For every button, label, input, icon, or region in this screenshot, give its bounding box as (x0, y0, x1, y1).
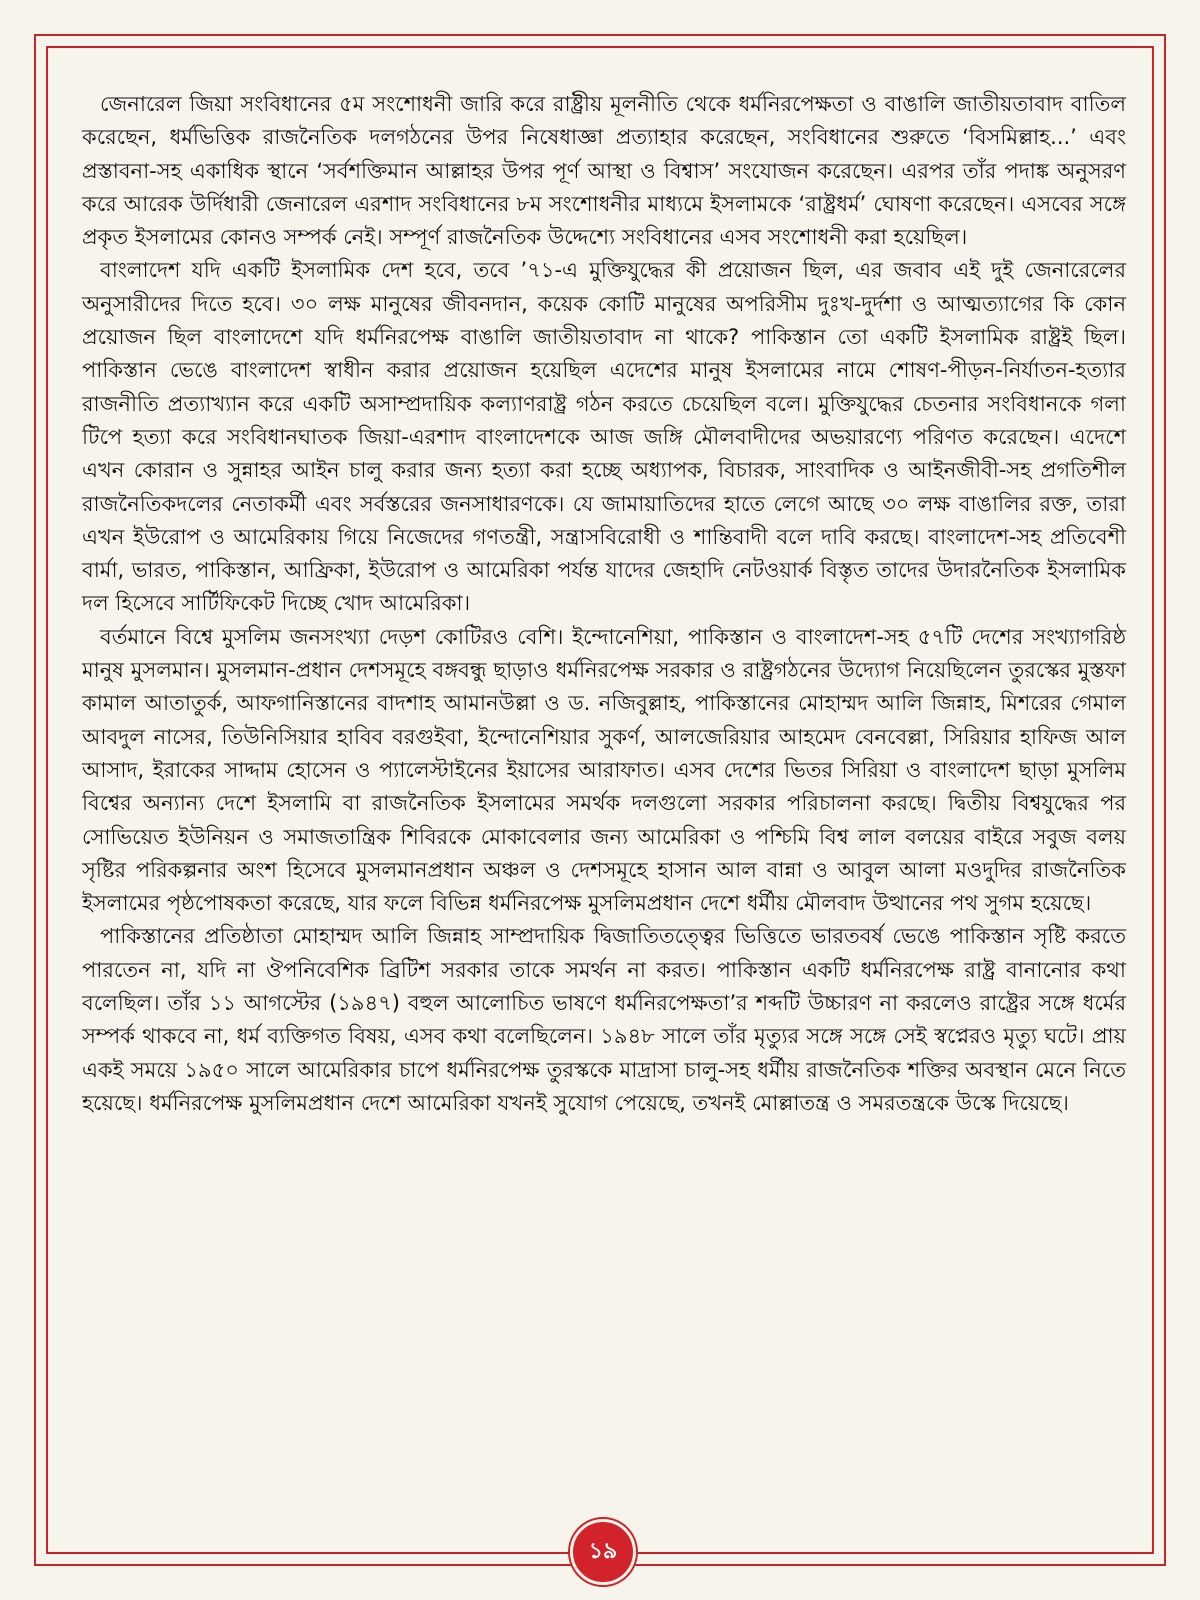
paragraph-4: পাকিস্তানের প্রতিষ্ঠাতা মোহাম্মদ আলি জিন্নাহ সাম্প্রদায়িক দ্বিজাতিতত্ত্বের ভিত্তিতে ভারতবর্ষ ভেঙে পাকিস্তান সৃষ্টি করতে পারতেন না, যদি না ঔপনিবেশিক ব্রিটিশ সরকার তাকে সমর্থন না করত। পাকিস্তান একটি ধর্মনিরপেক্ষ রাষ্ট্র বানানোর কথা বলেছিল। তাঁর ১১ আগস্টের (১৯৪৭) বহুল আলোচিত ভাষণে ধর্মনিরপেক্ষতা’র শব্দটি উচ্চারণ না করলেও রাষ্ট্রের সঙ্গে ধর্মের সম্পর্ক থাকবে না, ধর্ম ব্যক্তিগত বিষয়, এসব কথা বলেছিলেন। ১৯৪৮ সালে তাঁর মৃত্যুর সঙ্গে সঙ্গে সেই স্বপ্নেরও মৃত্যু ঘটে। প্রায় একই সময়ে ১৯৫০ সালে আমেরিকার চাপে ধর্মনিরপেক্ষ তুরস্ককে মাদ্রাসা চালু-সহ ধর্মীয় রাজনৈতিক শক্তির অবস্থান মেনে নিতে হয়েছে। ধর্মনিরপেক্ষ মুসলিমপ্রধান দেশে আমেরিকা যখনই সুযোগ পেয়েছে, তখনই মোল্লাতন্ত্র ও সমরতন্ত্রকে উস্কে দিয়েছে। (82, 924, 1126, 1115)
page-number: ১৯ (588, 1538, 618, 1564)
paragraph-3: বর্তমানে বিশ্বে মুসলিম জনসংখ্যা দেড়শ কোটিরও বেশি। ইন্দোনেশিয়া, পাকিস্তান ও বাংলাদেশ-সহ ৫৭টি দেশের সংখ্যাগরিষ্ঠ মানুষ মুসলমান। মুসলমান-প্রধান দেশসমূহে বঙ্গবন্ধু ছাড়াও ধর্মনিরপেক্ষ সরকার ও রাষ্ট্রগঠনের উদ্যোগ নিয়েছিলেন তুরস্কের মুস্তফা কামাল আতাতুর্ক, আফগানিস্তানের বাদশাহ আমানউল্লা ও ড. নজিবুল্লাহ, পাকিস্তানের মোহাম্মদ আলি জিন্নাহ, মিশরের গেমাল আবদুল নাসের, তিউনিসিয়ার হাবিব বরগুইবা, ইন্দোনেশিয়ার সুকর্ণ, আলজেরিয়ার আহমেদ বেনবেল্লা, সিরিয়ার হাফিজ আল আসাদ, ইরাকের সাদ্দাম হোসেন ও প্যালেস্টাইনের ইয়াসের আরাফাত। এসব দেশের ভিতর সিরিয়া ও বাংলাদেশ ছাড়া মুসলিম বিশ্বের অন্যান্য দেশে ইসলামি বা রাজনৈতিক ইসলামের সমর্থক দলগুলো সরকার পরিচালনা করছে। দ্বিতীয় বিশ্বযুদ্ধের পর সোভিয়েত ইউনিয়ন ও সমাজতান্ত্রিক শিবিরকে মোকাবেলার জন্য আমেরিকা ও পশ্চিমি বিশ্ব লাল বলয়ের বাইরে সবুজ বলয় সৃষ্টির পরিকল্পনার অংশ হিসেবে মুসলমানপ্রধান অঞ্চল ও দেশসমূহে হাসান আল বান্না ও আবুল আলা মওদুদির রাজনৈতিক ইসলামের পৃষ্ঠপোষকতা করেছে, যার ফলে বিভিন্ন ধর্মনিরপেক্ষ মুসলিমপ্রধান দেশে ধর্মীয় মৌলবাদ উত্থানের পথ সুগম হয়েছে। (82, 624, 1126, 916)
body-text (82, 88, 1126, 1120)
paragraph-1: জেনারেল জিয়া সংবিধানের ৫ম সংশোধনী জারি করে রাষ্ট্রীয় মূলনীতি থেকে ধর্মনিরপেক্ষতা ও বাঙালি জাতীয়তাবাদ বাতিল করেছেন, ধর্মভিত্তিক রাজনৈতিক দলগঠনের উপর নিষেধাজ্ঞা প্রত্যাহার করেছেন, সংবিধানের শুরুতে ‘বিসমিল্লাহ...’ এবং প্রস্তাবনা-সহ একাধিক স্থানে ‘সর্বশক্তিমান আল্লাহর উপর পূর্ণ আস্থা ও বিশ্বাস’ সংযোজন করেছেন। এরপর তাঁর পদাঙ্ক অনুসরণ করে আরেক উর্দিধারী জেনারেল এরশাদ সংবিধানের ৮ম সংশোধনীর মাধ্যমে ইসলামকে ‘রাষ্ট্রধর্ম’ ঘোষণা করেছেন। এসবের সঙ্গে প্রকৃত ইসলামের কোনও সম্পর্ক নেই। সম্পূর্ণ রাজনৈতিক উদ্দেশ্যে সংবিধানের এসব সংশোধনী করা হয়েছিল। (82, 92, 1126, 250)
paragraph-2: বাংলাদেশ যদি একটি ইসলামিক দেশ হবে, তবে ’৭১-এ মুক্তিযুদ্ধের কী প্রয়োজন ছিল, এর জবাব এই দুই জেনারেলের অনুসারীদের দিতে হবে। ৩০ লক্ষ মানুষের জীবনদান, কয়েক কোটি মানুষের অপরিসীম দুঃখ-দুর্দশা ও আত্মত্যাগের কি কোন প্রয়োজন ছিল বাংলাদেশে যদি ধর্মনিরপেক্ষ বাঙালি জাতীয়তাবাদ না থাকে? পাকিস্তান তো একটি ইসলামিক রাষ্ট্রই ছিল। পাকিস্তান ভেঙে বাংলাদেশ স্বাধীন করার প্রয়োজন হয়েছিল এদেশের মানুষ ইসলামের নামে শোষণ-পীড়ন-নির্যাতন-হত্যার রাজনীতি প্রত্যাখ্যান করে একটি অসাম্প্রদায়িক কল্যাণরাষ্ট্র গঠন করতে চেয়েছিল বলে। মুক্তিযুদ্ধের চেতনার সংবিধানকে গলা টিপে হত্যা করে সংবিধানঘাতক জিয়া-এরশাদ বাংলাদেশকে আজ জঙ্গি মৌলবাদীদের অভয়ারণ্যে পরিণত করেছেন। এদেশে এখন কোরান ও সুন্নাহর আইন চালু করার জন্য হত্যা করা হচ্ছে অধ্যাপক, বিচারক, সাংবাদিক ও আইনজীবী-সহ প্রগতিশীল রাজনৈতিকদলের নেতাকর্মী এবং সর্বস্তরের জনসাধারণকে। যে জামায়াতিদের হাতে লেগে আছে ৩০ লক্ষ বাঙালির রক্ত, তারা এখন ইউরোপ ও আমেরিকায় গিয়ে নিজেদের গণতন্ত্রী, সন্ত্রাসবিরোধী ও শান্তিবাদী বলে দাবি করছে। বাংলাদেশ-সহ প্রতিবেশী বার্মা, ভারত, পাকিস্তান, আফ্রিকা, ইউরোপ ও আমেরিকা পর্যন্ত যাদের জেহাদি নেটওয়ার্ক বিস্তৃত তাদের উদারনৈতিক ইসলামিক দল হিসেবে সার্টিফিকেট দিচ্ছে খোদ আমেরিকা। (82, 258, 1126, 616)
page-number-badge (570, 1519, 636, 1585)
